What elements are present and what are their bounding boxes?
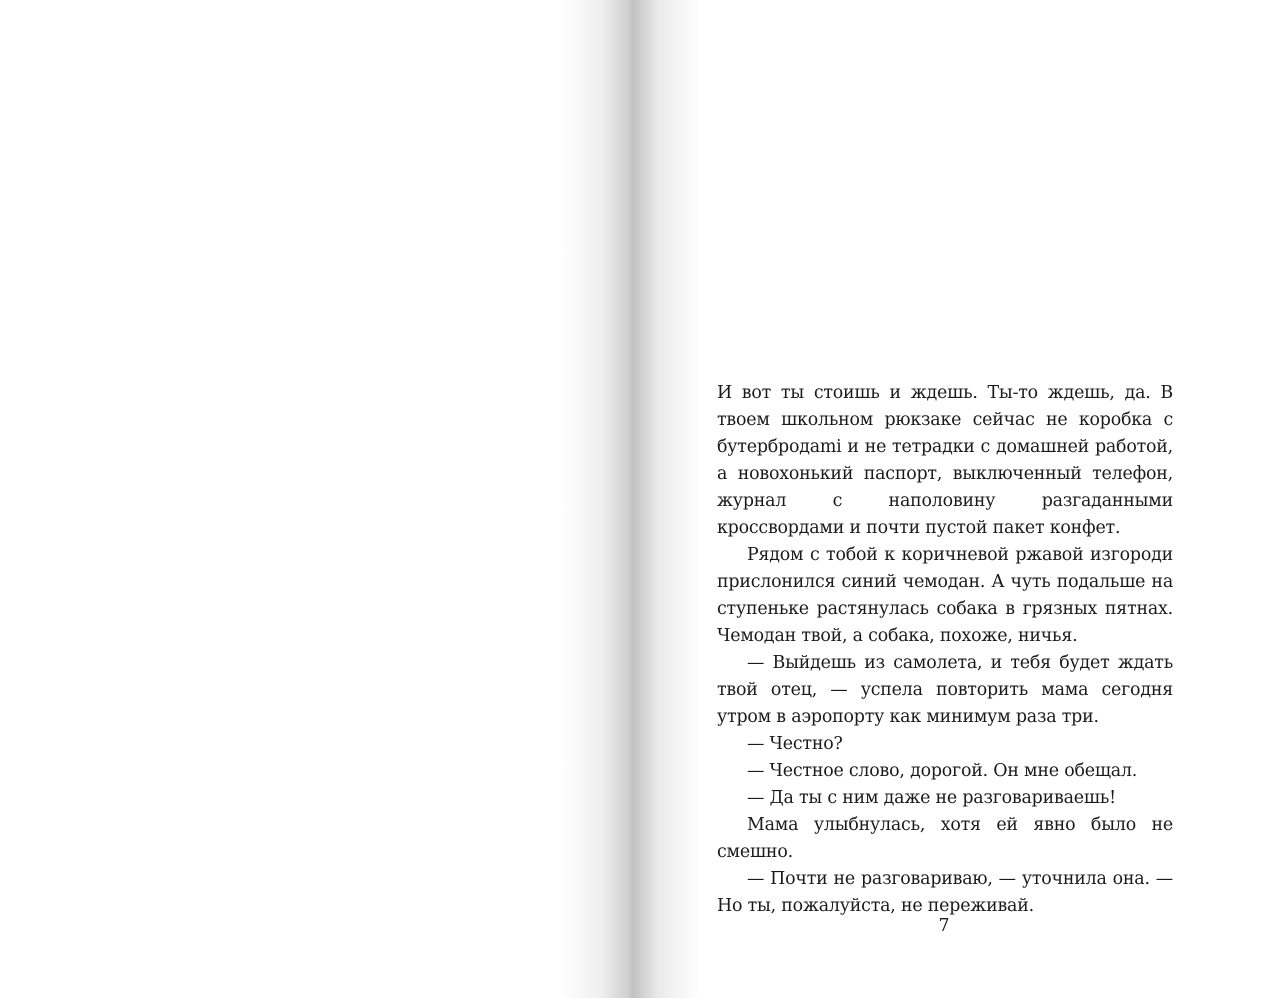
paragraph-5: — Честное слово, дорогой. Он мне обещал. (747, 761, 1138, 781)
paragraph-3: — Выйдешь из самолета, и тебя будет ждать твой отец, — успела повторить мама сегодня утром в аэропорту как минимум раза три. (717, 653, 1173, 727)
paragraph-2: Рядом с тобой к коричневой ржавой изгороди прислонился синий чемодан. А чуть подальше на ступеньке растянулась собака в грязных пятнах. Чемодан твой, а собака, похоже, ничья. (717, 545, 1173, 646)
paragraph-8: — Почти не разговариваю, — уточнила она. — Но ты, пожалуйста, не переживай. (717, 869, 1173, 916)
page-number: 7 (938, 916, 950, 936)
left-page-blank (0, 0, 600, 998)
paragraph-4: — Честно? (747, 734, 843, 754)
paragraph-6: — Да ты с ним даже не разговариваешь! (747, 788, 1116, 808)
paragraph-7: Мама улыбнулась, хотя ей явно было не смешно. (717, 815, 1173, 862)
body-text (717, 380, 1173, 920)
paragraph-1: И вот ты стоишь и ждешь. Ты-то ждешь, да. В твоем школьном рюкзаке сейчас не коробка с бутербродаmi и не тетрадки с домашней работой, а новохонький паспорт, выключенный телефон, журнал с наполовину разгаданными кроссвордами и почти пустой пакет конфет. (717, 383, 1173, 538)
right-page (640, 0, 1267, 998)
